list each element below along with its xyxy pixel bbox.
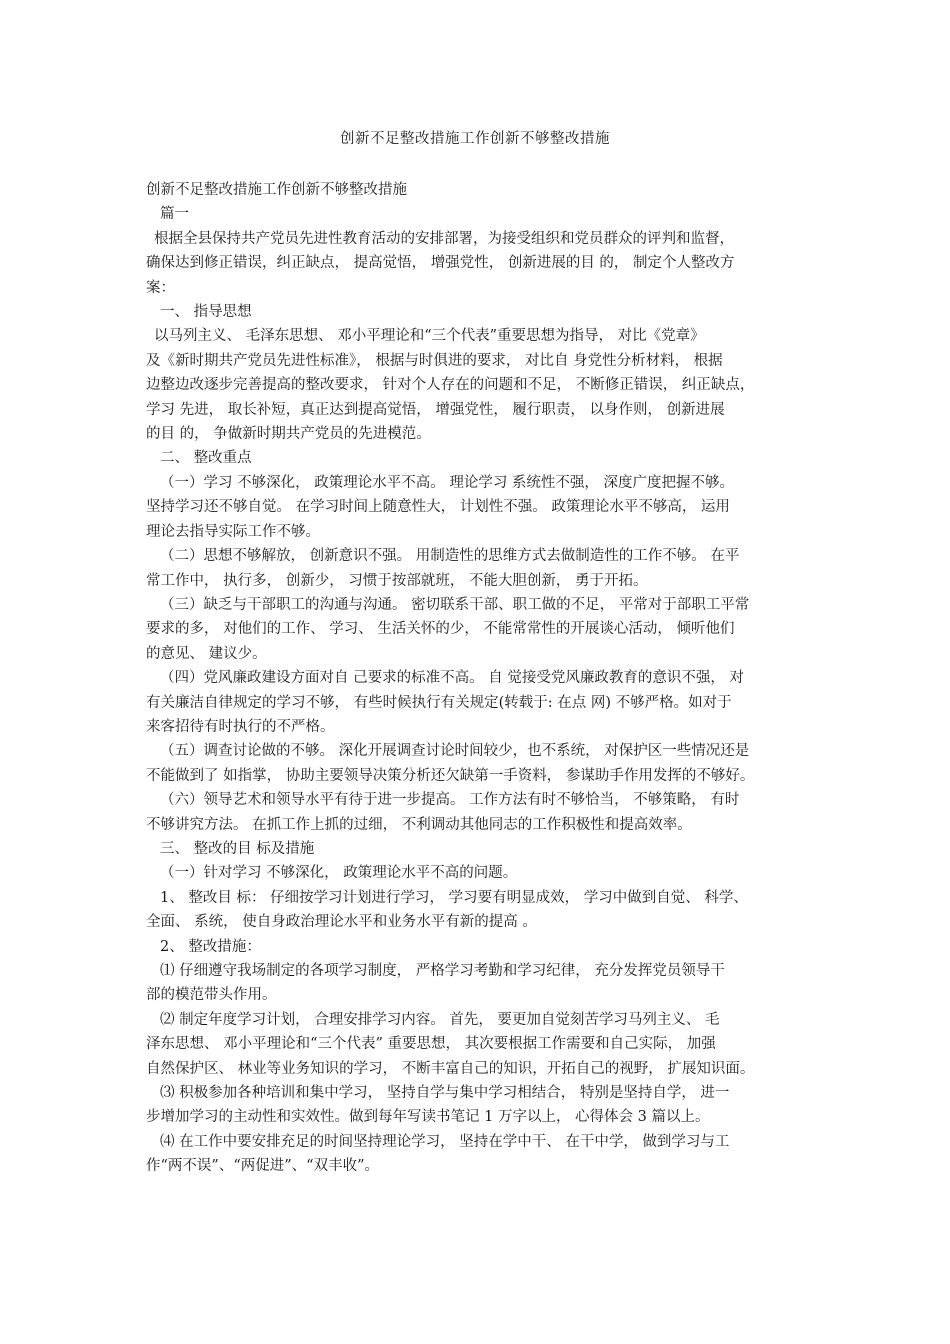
text-line: 不够讲究方法。 在抓工作上抓的过细， 不利调动其他同志的工作积极性和提高效率。 bbox=[146, 816, 692, 833]
text-line: 要求的多， 对他们的工作、 学习、 生活关怀的少， 不能常常性的开展谈心活动， 倾听他们 bbox=[146, 621, 735, 638]
text-line: 篇一 bbox=[160, 206, 189, 223]
text-line: 创新不足整改措施工作创新不够整改措施 bbox=[146, 182, 407, 198]
text-line: 自然保护区、 林业等业务知识的学习， 不断丰富自己的知识，开拓自己的视野， 扩展知识面。 bbox=[146, 1060, 755, 1077]
text-line: 以马列主义、 毛泽东思想、 邓小平理论和“三个代表”重要思想为指导， 对比《党章》 bbox=[154, 328, 705, 345]
text-line: 理论去指导实际工作不够。 bbox=[146, 523, 320, 540]
text-line: 作“两不误”、“两促进”、“双丰收”。 bbox=[146, 1158, 379, 1175]
text-line: （五）调查讨论做的不够。 深化开展调查讨论时间较少，也不系统， 对保护区一些情况还是 bbox=[160, 743, 750, 760]
text-line: 一、 指导思想 bbox=[160, 304, 252, 321]
text-line: ⑷ 在工作中要安排充足的时间坚持理论学习， 坚持在学中干、 在干中学， 做到学习与工 bbox=[160, 1133, 730, 1150]
text-line: （一）针对学习 不够深化， 政策理论水平不高的问题。 bbox=[160, 865, 518, 882]
text-line: 三、 整改的目 标及措施 bbox=[160, 840, 315, 857]
text-line: （四）党风廉政建设方面对自 己要求的标准不高。 自 觉接受党风廉政教育的意识不强， 对 bbox=[160, 670, 744, 687]
text-line: 有关廉洁自律规定的学习不够， 有些时候执行有关规定(转载于: 在点 网) 不够严格。如对于 bbox=[146, 694, 732, 711]
text-line: （二）思想不够解放， 创新意识不强。 用制造性的思维方式去做制造性的工作不够。 在平 bbox=[160, 548, 740, 565]
text-line: ⑴ 仔细遵守我场制定的各项学习制度， 严格学习考勤和学习纪律， 充分发挥党员领导干 bbox=[160, 963, 725, 979]
text-line: 及《新时期共产党员先进性标准》， 根据与时俱进的要求， 对比自 身党性分析材料， 根据 bbox=[146, 352, 723, 369]
text-line: 部的模范带头作用。 bbox=[146, 987, 277, 1004]
text-line: 全面、 系统， 使自身政治理论水平和业务水平有新的提高 。 bbox=[146, 914, 537, 931]
text-line: 2、 整改措施： bbox=[160, 938, 261, 955]
document-body bbox=[146, 178, 818, 1179]
text-line: 泽东思想、 邓小平理论和“三个代表” 重要思想， 其次要根据工作需要和自己实际， 加强 bbox=[146, 1036, 716, 1053]
text-line: 的意见、 建议少。 bbox=[146, 645, 267, 662]
text-line: 的目 的， 争做新时期共产党员的先进模范。 bbox=[146, 426, 431, 443]
text-line: ⑶ 积极参加各种培训和集中学习， 坚持自学与集中学习相结合， 特别是坚持自学， 进一 bbox=[160, 1085, 730, 1102]
text-line: （六）领导艺术和领导水平有待于进一步提高。 工作方法有时不够恰当， 不够策略， 有时 bbox=[160, 792, 740, 809]
text-line: （三）缺乏与干部职工的沟通与沟通。 密切联系干部、职工做的不足， 平常对于部职工平常 bbox=[160, 596, 750, 613]
document-title: 创新不足整改措施工作创新不够整改措施 bbox=[340, 131, 610, 147]
text-line: （一）学习 不够深化， 政策理论水平不高。 理论学习 系统性不强， 深度广度把握不够。 bbox=[160, 474, 735, 491]
text-line: 确保达到修正错误，纠正缺点， 提高觉悟， 增强党性， 创新进展的目 的， 制定个人整改方 bbox=[146, 255, 735, 272]
text-line: 来客招待有时执行的不严格。 bbox=[146, 718, 335, 735]
text-line: 坚持学习还不够自觉。 在学习时间上随意性大， 计划性不强。 政策理论水平不够高， 运用 bbox=[146, 499, 730, 516]
text-line: ⑵ 制定年度学习计划， 合理安排学习内容。 首先， 要更加自觉刻苦学习马列主义、 毛 bbox=[160, 1011, 720, 1028]
text-line: 案： bbox=[146, 279, 175, 296]
text-line: 学习 先进， 取长补短，真正达到提高觉悟， 增强党性， 履行职责， 以身作则， 创新进展 bbox=[146, 401, 725, 418]
text-line: 步增加学习的主动性和实效性。做到每年写读书笔记 1 万字以上， 心得体会 3 篇以上。 bbox=[146, 1109, 710, 1126]
text-line: 常工作中， 执行多， 创新少， 习惯于按部就班， 不能大胆创新， 勇于开拓。 bbox=[146, 572, 648, 589]
text-line: 不能做到了 如指掌， 协助主要领导决策分析还欠缺第一手资料， 参谋助手作用发挥的不够好。 bbox=[146, 767, 755, 784]
text-line: 边整边改逐步完善提高的整改要求， 针对个人存在的问题和不足， 不断修正错误， 纠正缺点， bbox=[146, 377, 755, 394]
text-line: 根据全县保持共产党员先进性教育活动的安排部署，为接受组织和党员群众的评判和监督， bbox=[154, 230, 734, 247]
text-line: 1、 整改目 标： 仔细按学习计划进行学习， 学习要有明显成效， 学习中做到自觉、 科学、 bbox=[160, 889, 748, 906]
text-line: 二、 整改重点 bbox=[160, 450, 252, 467]
